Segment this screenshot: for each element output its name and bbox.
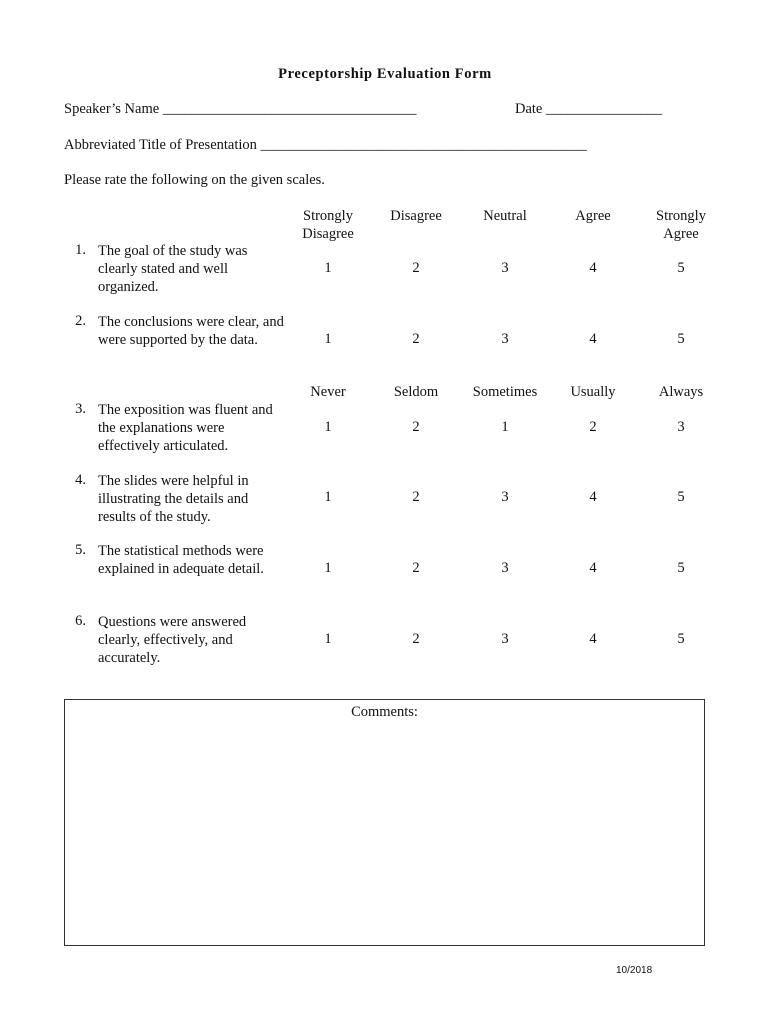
item-4-score-3[interactable]: 3 xyxy=(501,489,509,505)
scale2-header-usually: Usually xyxy=(570,384,616,400)
item-number-5: 5. xyxy=(75,542,86,558)
item-1-score-1[interactable]: 1 xyxy=(324,260,332,276)
scale2-header-never: Never xyxy=(310,384,346,400)
item-text-3: The exposition was fluent and the explanations were effectively articulated. xyxy=(98,402,273,454)
item-4-score-4[interactable]: 4 xyxy=(589,489,597,505)
date-field[interactable]: Date ________________ xyxy=(515,101,662,117)
comments-label: Comments: xyxy=(351,704,418,720)
scale2-header-sometimes: Sometimes xyxy=(472,384,538,400)
item-2-score-3[interactable]: 3 xyxy=(501,331,509,347)
item-text-6: Questions were answered clearly, effectively, and accurately. xyxy=(98,614,247,666)
item-4-score-5[interactable]: 5 xyxy=(677,489,685,505)
item-number-6: 6. xyxy=(75,613,86,629)
item-2-score-5[interactable]: 5 xyxy=(677,331,685,347)
page-title: Preceptorship Evaluation Form xyxy=(278,66,492,82)
item-3-score-5[interactable]: 3 xyxy=(677,419,685,435)
item-5-score-5[interactable]: 5 xyxy=(677,560,685,576)
item-5-score-4[interactable]: 4 xyxy=(589,560,597,576)
item-3-score-2[interactable]: 2 xyxy=(412,419,420,435)
scale1-header-strongly-disagree-line2: Disagree xyxy=(302,226,354,242)
scale1-header-strongly-agree-line2: Agree xyxy=(663,226,699,242)
instructions-text: Please rate the following on the given scales. xyxy=(64,172,325,188)
form-version-code: 10/2018 xyxy=(616,965,653,976)
item-6-score-2[interactable]: 2 xyxy=(412,631,420,647)
item-4-score-2[interactable]: 2 xyxy=(412,489,420,505)
comments-box[interactable] xyxy=(64,699,705,946)
scale2-header-always: Always xyxy=(658,384,704,400)
scale1-header-agree: Agree xyxy=(575,208,611,224)
item-1-score-5[interactable]: 5 xyxy=(677,260,685,276)
item-number-3: 3. xyxy=(75,401,86,417)
item-6-score-1[interactable]: 1 xyxy=(324,631,332,647)
item-text-5: The statistical methods were explained in adequate detail. xyxy=(98,543,264,577)
item-6-score-4[interactable]: 4 xyxy=(589,631,597,647)
item-number-4: 4. xyxy=(75,472,86,488)
item-1-score-2[interactable]: 2 xyxy=(412,260,420,276)
item-text-1: The goal of the study was clearly stated and well organized. xyxy=(98,243,248,295)
item-3-score-1[interactable]: 1 xyxy=(324,419,332,435)
abbreviated-title-field[interactable]: Abbreviated Title of Presentation _____________________________________________ xyxy=(64,137,587,153)
item-6-score-3[interactable]: 3 xyxy=(501,631,509,647)
item-1-score-3[interactable]: 3 xyxy=(501,260,509,276)
scale1-header-disagree: Disagree xyxy=(390,208,442,224)
speaker-name-field[interactable]: Speaker’s Name ___________________________________ xyxy=(64,101,417,117)
scale1-header-neutral: Neutral xyxy=(483,208,527,224)
scale1-header-strongly-disagree xyxy=(283,207,373,243)
item-4-score-1[interactable]: 1 xyxy=(324,489,332,505)
scale1-header-strongly-agree-line1: Strongly xyxy=(656,208,706,224)
item-number-2: 2. xyxy=(75,313,86,329)
item-text-4: The slides were helpful in illustrating the details and results of the study. xyxy=(98,473,249,525)
scale1-header-strongly-disagree-line1: Strongly xyxy=(303,208,353,224)
item-5-score-2[interactable]: 2 xyxy=(412,560,420,576)
item-3-score-4[interactable]: 2 xyxy=(589,419,597,435)
item-1-score-4[interactable]: 4 xyxy=(589,260,597,276)
scale2-header-seldom: Seldom xyxy=(393,384,439,400)
item-2-score-4[interactable]: 4 xyxy=(589,331,597,347)
item-5-score-1[interactable]: 1 xyxy=(324,560,332,576)
item-2-score-1[interactable]: 1 xyxy=(324,331,332,347)
item-2-score-2[interactable]: 2 xyxy=(412,331,420,347)
item-5-score-3[interactable]: 3 xyxy=(501,560,509,576)
item-text-2: The conclusions were clear, and were supported by the data. xyxy=(98,314,284,348)
scale1-header-strongly-agree xyxy=(636,207,726,243)
item-6-score-5[interactable]: 5 xyxy=(677,631,685,647)
item-3-score-3[interactable]: 1 xyxy=(501,419,509,435)
item-number-1: 1. xyxy=(75,242,86,258)
